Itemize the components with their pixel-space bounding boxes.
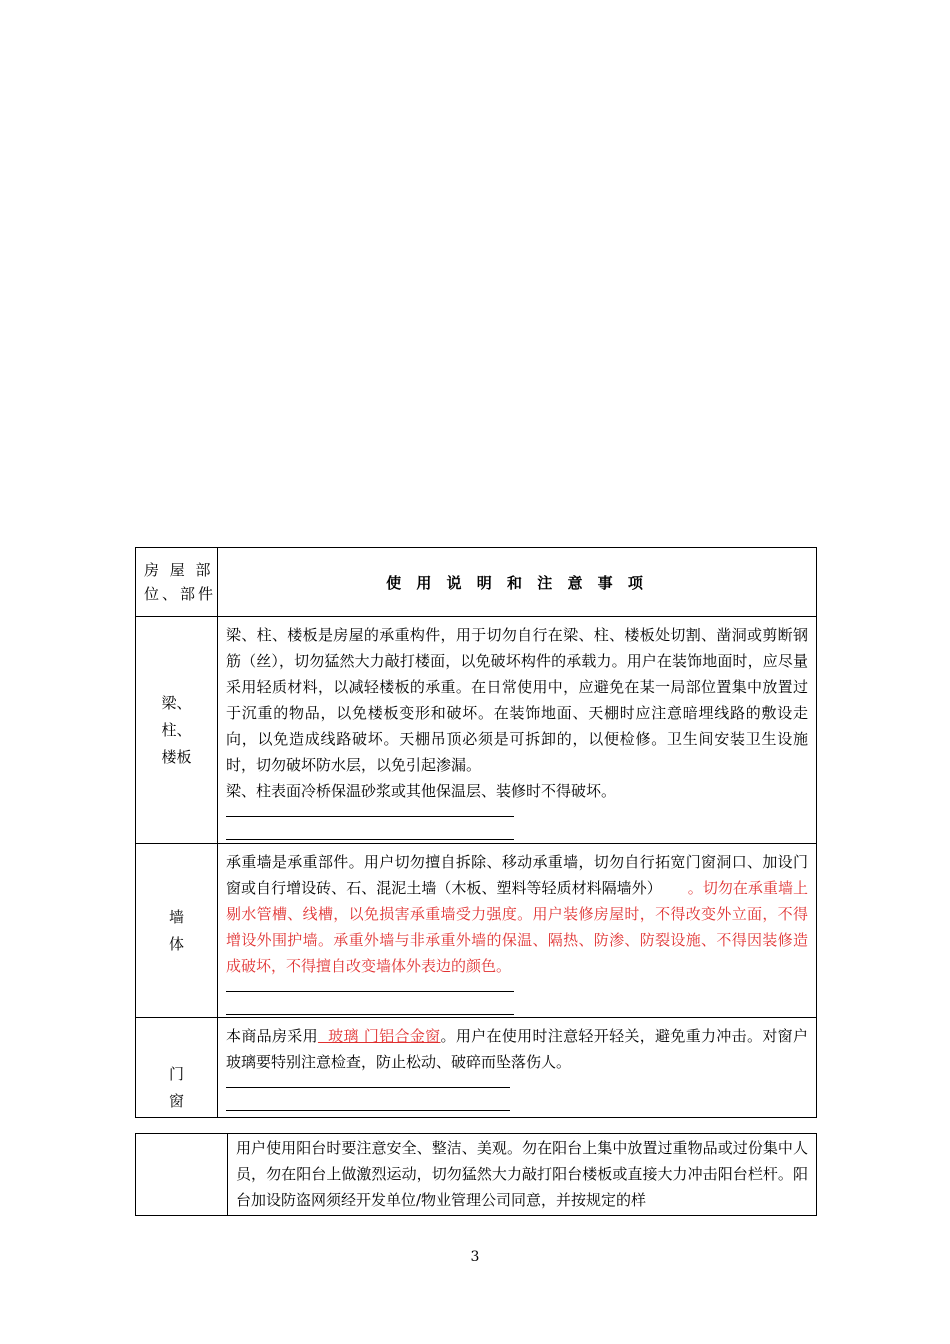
label-line: 楼板 [161, 747, 192, 766]
row-content-wall [218, 844, 817, 1018]
table-row [136, 844, 817, 1018]
blank-line [226, 816, 514, 817]
beam-text: 梁、柱、楼板是房屋的承重构件，用于切勿自行在梁、柱、楼板处切割、凿洞或剪断钢筋（丝），切勿猛然大力敲打楼面，以免破坏构件的承载力。用户在装饰地面时，应尽量采用轻质材料，以减轻楼板的承重。在日常使用中，应避免在某一局部位置集中放置过于沉重的物品，以免楼板变形和破坏。在装饰地面、天棚时应注意暗埋线路的敷设走向，以免造成线路破坏。天棚吊顶必须是可拆卸的，以便检修。卫生间安装卫生设施时，切勿破坏防水层，以免引起渗漏。 [226, 626, 808, 774]
table-header-row [136, 548, 817, 617]
blank-line [226, 1014, 514, 1015]
label-line: 窗 [168, 1092, 184, 1110]
window-text-a: 本商品房采用 [226, 1027, 318, 1045]
page-number: 3 [470, 1249, 480, 1265]
row-content-window [218, 1018, 817, 1118]
header-part-line1: 房 屋 部 [144, 561, 214, 579]
table-row [136, 1018, 817, 1118]
header-instructions-cell: 使 用 说 明 和 注 意 事 项 [218, 548, 817, 617]
blank-line [226, 1087, 510, 1088]
beam-text-2: 梁、柱表面冷桥保温砂浆或其他保温层、装修时不得破坏。 [226, 782, 617, 800]
table-row [136, 1134, 817, 1216]
usage-instructions-table [135, 547, 817, 1118]
table-row [136, 617, 817, 844]
row-content-beam [218, 617, 817, 844]
blank-line [226, 839, 514, 840]
blank-line [226, 1110, 510, 1111]
blank-line [226, 991, 514, 992]
header-part-cell [136, 548, 218, 617]
label-line: 体 [168, 934, 184, 953]
window-text [226, 1023, 808, 1075]
row-label-window [136, 1018, 218, 1118]
window-material-fill: 玻璃 门铝合金窗 [317, 1027, 441, 1045]
wall-text-black: 承重墙是承重部件。用户切勿擅自拆除、移动承重墙，切勿自行拓宽门窗洞口、加设门窗或自行增设砖、石、混泥土墙（木板、塑料等轻质材料隔墙外） [226, 853, 808, 897]
label-line: 梁、 [161, 693, 192, 712]
row-label-wall [136, 844, 218, 1018]
label-line: 柱、 [161, 720, 192, 739]
window-text-b: 。用户在使用时注意轻开轻关，避免重力冲击。对窗户玻璃要特别注意检查，防止松动、破碎而坠落伤人。 [226, 1027, 808, 1071]
label-line: 门 [168, 1065, 184, 1083]
wall-text-red: 。切勿在承重墙上剔水管槽、线槽，以免损害承重墙受力强度。用户装修房屋时，不得改变外立面，不得增设外围护墙。承重外墙与非承重外墙的保温、隔热、防渗、防裂设施、不得因装修造成破坏，不得擅自改变墙体外表边的颜色。 [226, 879, 808, 975]
header-part-line2: 位、部件 [144, 585, 217, 603]
balcony-table [135, 1133, 817, 1216]
label-line: 墙 [168, 907, 184, 926]
row-content-balcony: 用户使用阳台时要注意安全、整洁、美观。勿在阳台上集中放置过重物品或过份集中人员，勿在阳台上做激烈运动，切勿猛然大力敲打阳台楼板或直接大力冲击阳台栏杆。阳台加设防盗网须经开发单位/物业管理公司同意，并按规定的样 [228, 1134, 817, 1216]
wall-text [226, 849, 808, 979]
row-label-balcony [136, 1134, 228, 1216]
row-label-beam [136, 617, 218, 844]
